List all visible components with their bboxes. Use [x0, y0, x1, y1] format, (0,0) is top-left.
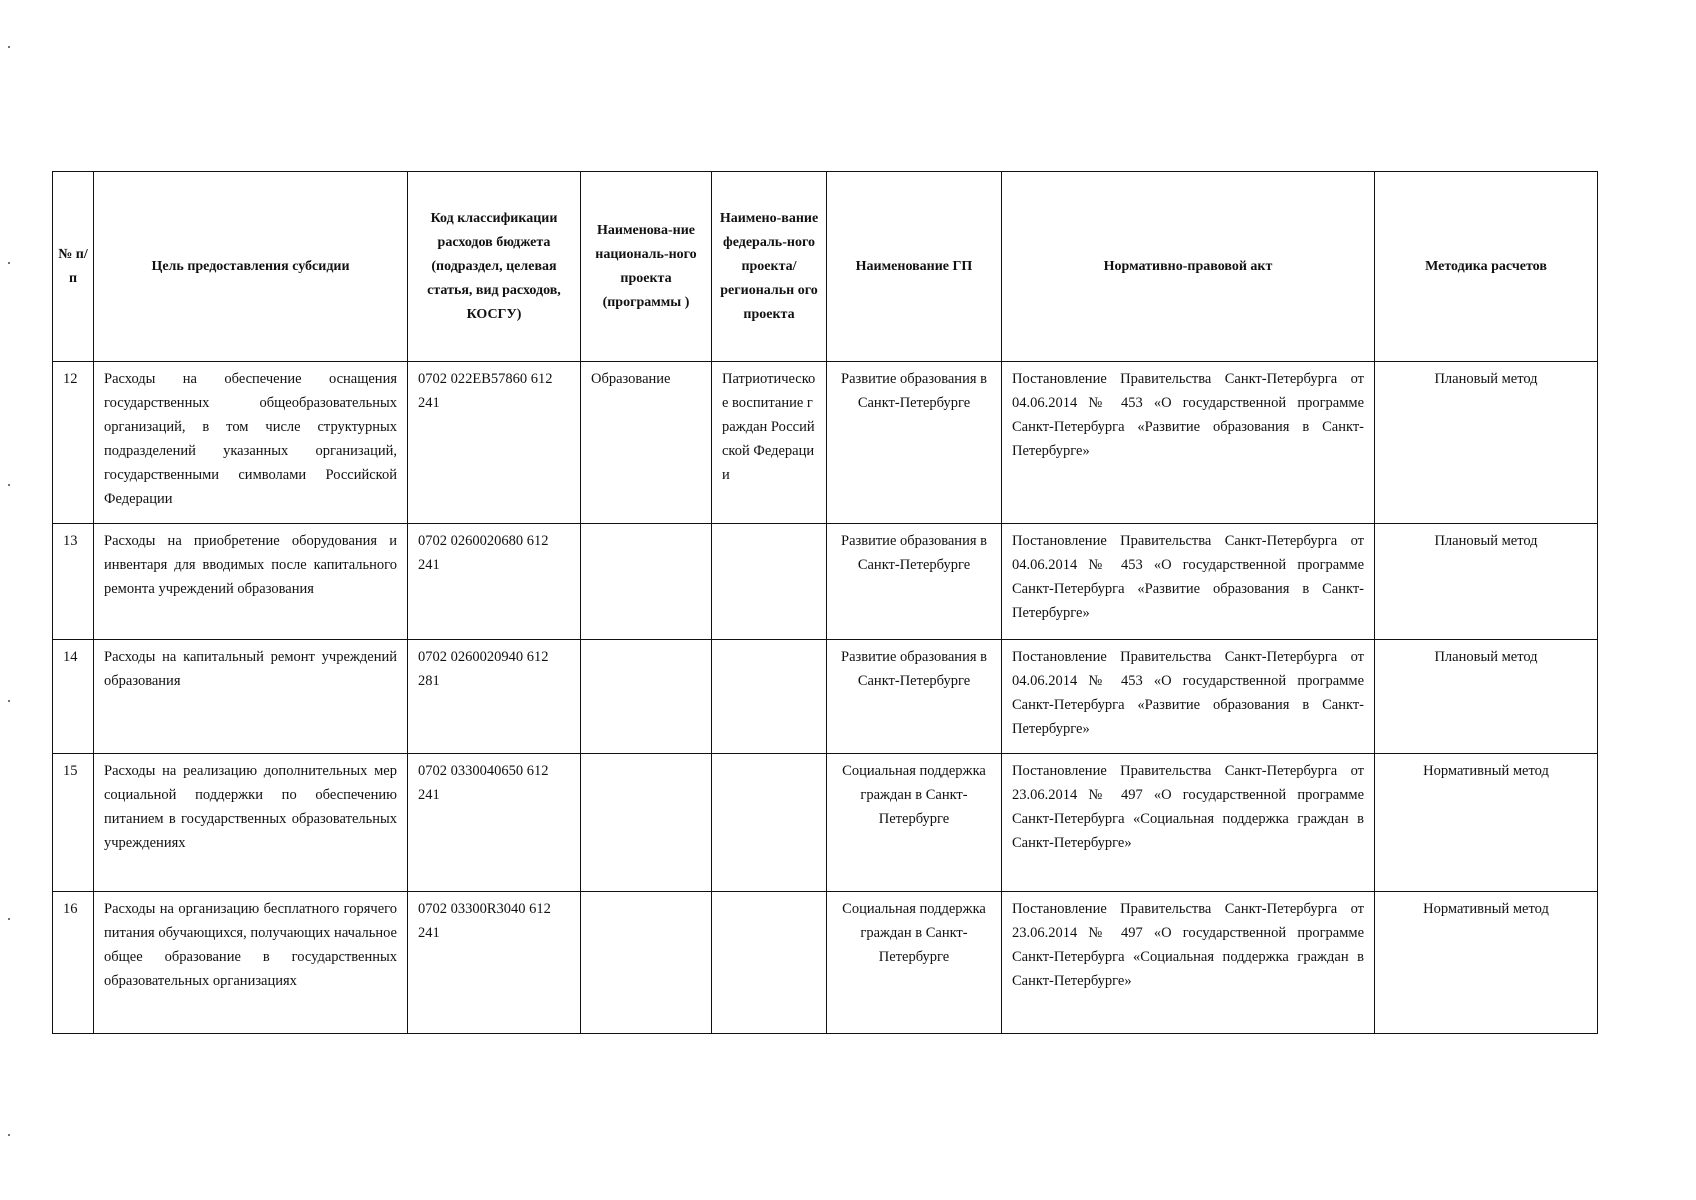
table-row [53, 362, 1598, 524]
row-federal-project [712, 754, 827, 892]
row-number: 15 [53, 754, 94, 892]
row-national-project [581, 754, 712, 892]
row-calc-method: Плановый метод [1375, 362, 1598, 524]
scan-margin-dot [8, 484, 10, 486]
header-legal-act: Нормативно-правовой акт [1002, 172, 1375, 362]
row-goal: Расходы на организацию бесплатного горячего питания обучающихся, получающих начальное общее образование в государственных образовательных организациях [94, 892, 408, 1034]
row-number: 14 [53, 640, 94, 754]
row-state-program: Развитие образования в Санкт-Петербурге [827, 362, 1002, 524]
row-state-program: Развитие образования в Санкт-Петербурге [827, 524, 1002, 640]
scan-margin-dot [8, 1134, 10, 1136]
row-state-program: Развитие образования в Санкт-Петербурге [827, 640, 1002, 754]
row-budget-code: 0702 022EB57860 612 241 [408, 362, 581, 524]
table-row [53, 892, 1598, 1034]
row-legal-act: Постановление Правительства Санкт-Петербурга от 04.06.2014 № 453 «О государственной программе Санкт-Петербурга «Развитие образования в Санкт-Петербурге» [1002, 640, 1375, 754]
row-federal-project [712, 524, 827, 640]
scan-margin-dot [8, 700, 10, 702]
row-national-project [581, 892, 712, 1034]
row-number: 16 [53, 892, 94, 1034]
row-goal: Расходы на капитальный ремонт учреждений образования [94, 640, 408, 754]
row-state-program: Социальная поддержка граждан в Санкт-Петербурге [827, 754, 1002, 892]
row-calc-method: Нормативный метод [1375, 754, 1598, 892]
row-calc-method: Плановый метод [1375, 640, 1598, 754]
subsidy-table [52, 171, 1598, 1034]
table-row [53, 754, 1598, 892]
row-budget-code: 0702 0330040650 612 241 [408, 754, 581, 892]
row-national-project [581, 524, 712, 640]
row-national-project: Образование [581, 362, 712, 524]
row-calc-method: Нормативный метод [1375, 892, 1598, 1034]
row-national-project [581, 640, 712, 754]
scan-margin-dot [8, 918, 10, 920]
row-federal-project [712, 892, 827, 1034]
header-budget-code: Код классификации расходов бюджета (подраздел, целевая статья, вид расходов, КОСГУ) [408, 172, 581, 362]
table-row [53, 640, 1598, 754]
scan-margin-dot [8, 46, 10, 48]
row-legal-act: Постановление Правительства Санкт-Петербурга от 23.06.2014 № 497 «О государственной программе Санкт-Петербурга «Социальная поддержка граждан в Санкт-Петербурге» [1002, 892, 1375, 1034]
scan-margin-dot [8, 262, 10, 264]
header-state-program: Наименование ГП [827, 172, 1002, 362]
row-budget-code: 0702 0260020680 612 241 [408, 524, 581, 640]
row-number: 13 [53, 524, 94, 640]
row-number: 12 [53, 362, 94, 524]
header-national-project: Наименова-ние националь-ного проекта (программы ) [581, 172, 712, 362]
row-goal: Расходы на обеспечение оснащения государственных общеобразовательных организаций, в том числе структурных подразделений указанных организаций, государственными символами Российской Федерации [94, 362, 408, 524]
row-budget-code: 0702 03300R3040 612 241 [408, 892, 581, 1034]
row-state-program: Социальная поддержка граждан в Санкт-Петербурге [827, 892, 1002, 1034]
header-goal: Цель предоставления субсидии [94, 172, 408, 362]
row-goal: Расходы на реализацию дополнительных мер социальной поддержки по обеспечению питанием в государственных образовательных учреждениях [94, 754, 408, 892]
row-budget-code: 0702 0260020940 612 281 [408, 640, 581, 754]
row-calc-method: Плановый метод [1375, 524, 1598, 640]
row-federal-project: Патриотическое воспитание граждан Российской Федерации [712, 362, 827, 524]
header-calc-method: Методика расчетов [1375, 172, 1598, 362]
row-goal: Расходы на приобретение оборудования и инвентаря для вводимых после капитального ремонта учреждений образования [94, 524, 408, 640]
table-header-row [53, 172, 1598, 362]
row-legal-act: Постановление Правительства Санкт-Петербурга от 23.06.2014 № 497 «О государственной программе Санкт-Петербурга «Социальная поддержка граждан в Санкт-Петербурге» [1002, 754, 1375, 892]
header-federal-project: Наимено-вание федераль-ного проекта/ региональн ого проекта [712, 172, 827, 362]
row-legal-act: Постановление Правительства Санкт-Петербурга от 04.06.2014 № 453 «О государственной программе Санкт-Петербурга «Развитие образования в Санкт-Петербурге» [1002, 362, 1375, 524]
row-legal-act: Постановление Правительства Санкт-Петербурга от 04.06.2014 № 453 «О государственной программе Санкт-Петербурга «Развитие образования в Санкт-Петербурге» [1002, 524, 1375, 640]
header-number: № п/ п [53, 172, 94, 362]
table-row [53, 524, 1598, 640]
row-federal-project [712, 640, 827, 754]
